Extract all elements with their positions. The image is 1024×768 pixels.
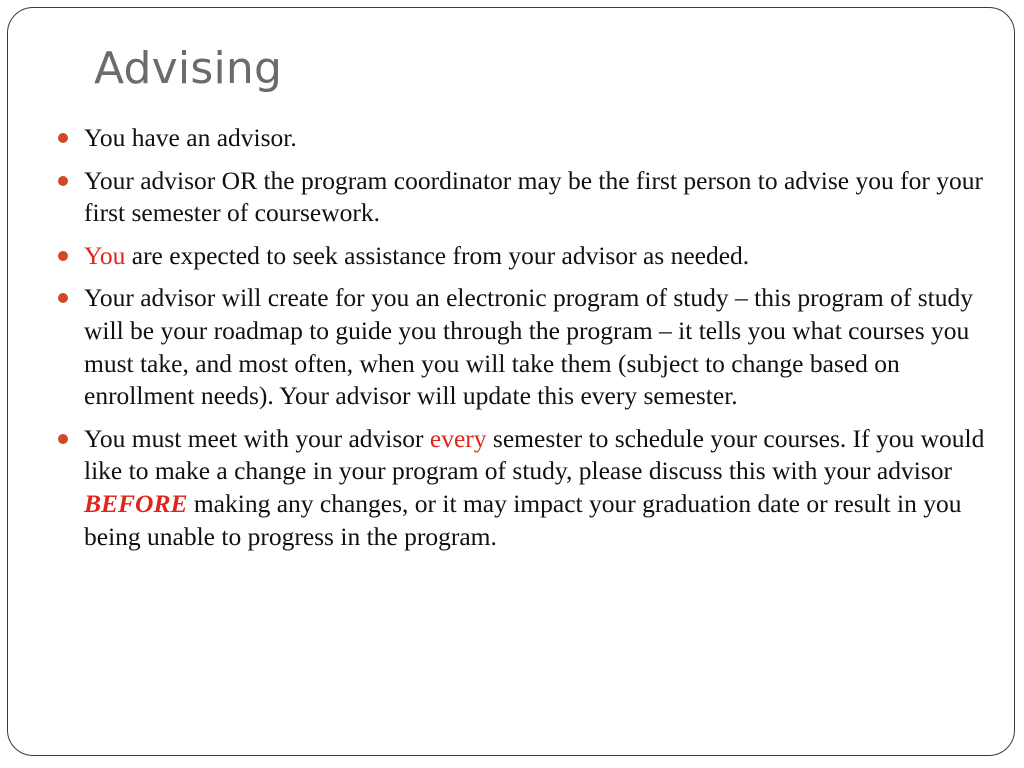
bullet-text: You have an advisor. [84,123,297,152]
bullet-text: making any changes, or it may impact your graduation date or result in you being unable to progress in the program. [84,488,962,551]
bullet-dot-icon [58,133,68,143]
bullet-dot-icon [58,293,68,303]
bullet-list [84,122,996,563]
bullet-highlight-before: BEFORE [84,488,188,518]
bullet-dot-icon [58,434,68,444]
bullet-highlight-every: every [429,423,487,453]
slide-title: Advising [94,43,283,94]
bullet-text: Your advisor will create for you an electronic program of study – this program of study will be your roadmap to guide you through the program – it tells you what courses you must take, and most often, when you will take them (subject to change based on enrollment needs). Your advisor will update this every semester. [84,283,974,411]
bullet-highlight-you: You [84,240,126,270]
bullet-dot-icon [58,251,68,261]
bullet-item-advisor [84,122,996,155]
slide-frame [7,7,1015,756]
bullet-item-program-of-study [84,282,996,412]
bullet-dot-icon [58,176,68,186]
bullet-text: are expected to seek assistance from your advisor as needed. [125,240,750,270]
bullet-text: You must meet with your advisor [84,423,430,453]
bullet-text: semester to schedule your courses. If you would like to make a change in your program of study, please discuss this with your advisor [84,423,985,486]
bullet-item-meet-every-semester [84,423,996,553]
bullet-text: Your advisor OR the program coordinator may be the first person to advise you for your first semester of coursework. [84,165,983,228]
bullet-item-first-advising [84,165,996,230]
bullet-item-seek-assistance [84,240,996,273]
